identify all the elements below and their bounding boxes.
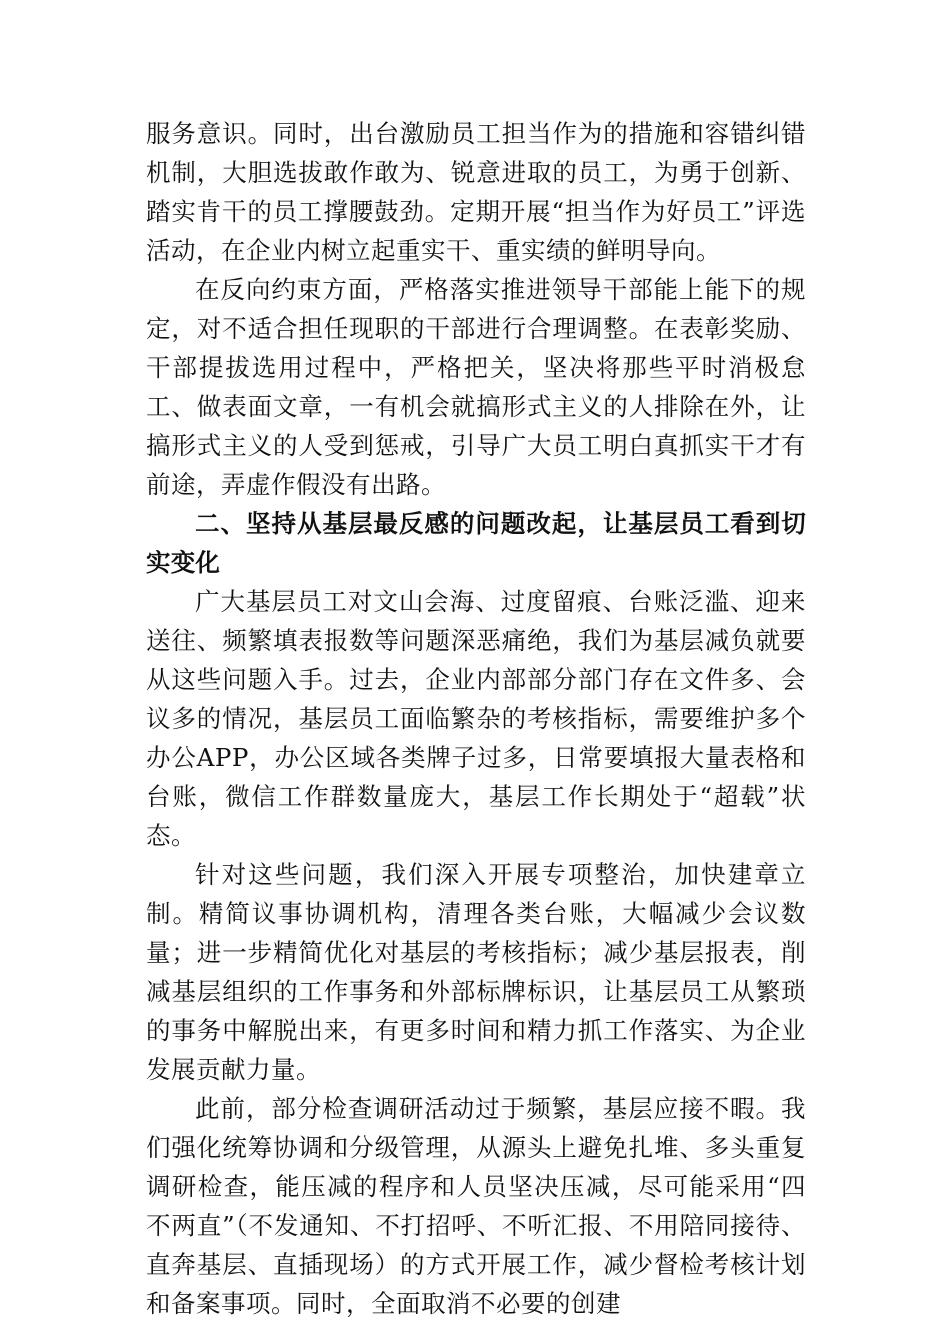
paragraph-4: 针对这些问题，我们深入开展专项整治，加快建章立制。精简议事协调机构，清理各类台账，大幅减少会议数量；进一步精简优化对基层的考核指标；减少基层报表，削减基层组织的工作事务和外部标牌标识，让基层员工从繁琐的事务中解脱出来，有更多时间和精力抓工作落实、为企业发展贡献力量。 [146,860,806,1084]
paragraph-5: 此前，部分检查调研活动过于频繁，基层应接不暇。我们强化统筹协调和分级管理，从源头上避免扎堆、多头重复调研检查，能压减的程序和人员坚决压减，尽可能采用“四不两直”（不发通知、不打招呼、不听汇报、不用陪同接待、直奔基层、直插现场）的方式开展工作，减少督检考核计划和备案事项。同时，全面取消不必要的创建 [146,1094,806,1318]
section-heading: 二、坚持从基层最反感的问题改起，让基层员工看到切实变化 [146,509,806,577]
paragraph-3: 广大基层员工对文山会海、过度留痕、台账泛滥、迎来送往、频繁填表报数等问题深恶痛绝，我们为基层减负就要从这些问题入手。过去，企业内部部分部门存在文件多、会议多的情况，基层员工面临繁杂的考核指标，需要维护多个办公APP，办公区域各类牌子过多，日常要填报大量表格和台账，微信工作群数量庞大，基层工作长期处于“超载”状态。 [146,587,806,850]
paragraph-2: 在反向约束方面，严格落实推进领导干部能上能下的规定，对不适合担任现职的干部进行合理调整。在表彰奖励、干部提拔选用过程中，严格把关，坚决将那些平时消极怠工、做表面文章，一有机会就搞形式主义的人排除在外，让搞形式主义的人受到惩戒，引导广大员工明白真抓实干才有前途，弄虚作假没有出路。 [146,275,806,499]
paragraph-1: 服务意识。同时，出台激励员工担当作为的措施和容错纠错机制，大胆选拔敢作敢为、锐意进取的员工，为勇于创新、踏实肯干的员工撑腰鼓劲。定期开展“担当作为好员工”评选活动，在企业内树立起重实干、重实绩的鲜明导向。 [146,119,806,265]
document-page [146,114,806,1323]
